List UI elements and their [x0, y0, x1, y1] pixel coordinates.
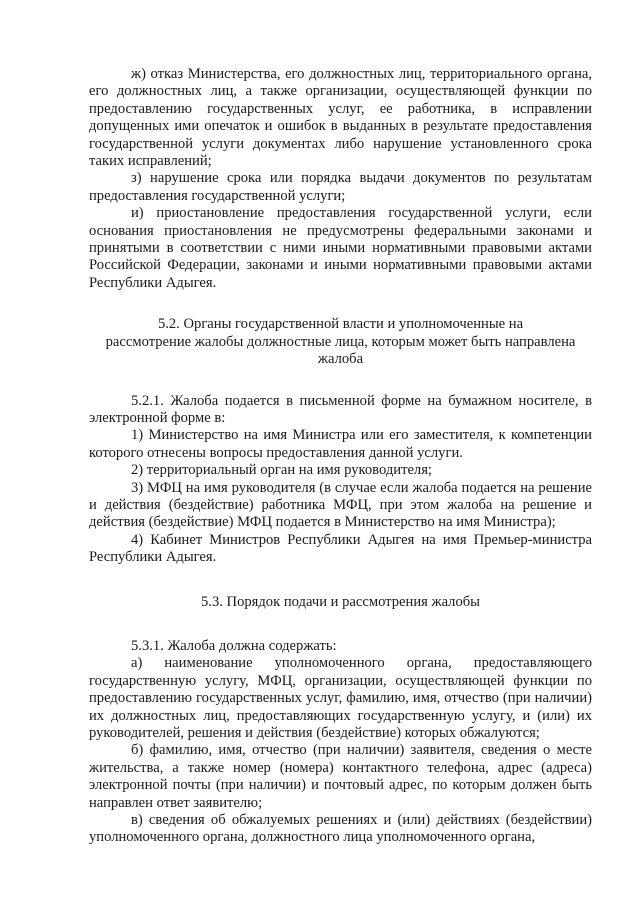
- paragraph-item-3: 3) МФЦ на имя руководителя (в случае если жалоба подается на решение и действия (бездействие) работника МФЦ, при этом жалоба на решение и действия (бездействие) МФЦ подается в Министерство на имя Министра);: [89, 479, 592, 531]
- paragraph-i: и) приостановление предоставления государственной услуги, если основания приостановления не предусмотрены федеральными законами и принятыми в соответствии с ними иными нормативными правовыми актами Российской Федерации, законами и иными нормативными правовыми актами Республики Адыгея.: [89, 205, 592, 291]
- paragraph-item-2: 2) территориальный орган на имя руководителя;: [131, 462, 432, 479]
- paragraph-zh: ж) отказ Министерства, его должностных лиц, территориального органа, его должностных лиц, а также организации, осуществляющей функции по предоставлению государственных услуг, ее работника, в исправлении допущенных ими опечаток и ошибок в выданных в результате предоставления государственной услуги документах либо нарушение установленного срока таких исправлений;: [89, 66, 592, 170]
- paragraph-5-2-1: 5.2.1. Жалоба подается в письменной форме на бумажном носителе, в электронной форме в:: [89, 392, 592, 426]
- section-heading-5-3: 5.3. Порядок подачи и рассмотрения жалобы: [201, 593, 480, 610]
- section-heading-5-2: [89, 316, 592, 368]
- paragraph-v: в) сведения об обжалуемых решениях и (или) действиях (бездействии) уполномоченного органа, должностного лица уполномоченного органа,: [89, 812, 592, 846]
- paragraph-item-1: 1) Министерство на имя Министра или его заместителя, к компетенции которого отнесены вопросы предоставления данной услуги.: [89, 427, 592, 461]
- paragraph-b: б) фамилию, имя, отчество (при наличии) заявителя, сведения о месте жительства, а также номер (номера) контактного телефона, адрес (адреса) электронной почты (при наличии) и почтовый адрес, по которым должен быть направлен ответ заявителю;: [89, 742, 592, 811]
- paragraph-item-4: 4) Кабинет Министров Республики Адыгея на имя Премьер-министра Республики Адыгея.: [89, 531, 592, 566]
- heading-line: рассмотрение жалобы должностные лица, которым может быть направлена: [105, 333, 576, 350]
- paragraph-5-3-1: 5.3.1. Жалоба должна содержать:: [131, 637, 337, 654]
- paragraph-z: з) нарушение срока или порядка выдачи документов по результатам предоставления государственной услуги;: [89, 170, 592, 204]
- heading-line: 5.2. Органы государственной власти и уполномоченные на: [157, 316, 524, 333]
- paragraph-a: а) наименование уполномоченного органа, предоставляющего государственную услугу, МФЦ, организации, осуществляющей функции по предоставлению государственных услуг, фамилию, имя, отчество (при наличии) их должностных лиц, предоставляющих государственную услугу, и (или) их руководителей, решения и действия (бездействие) которых обжалуются;: [89, 655, 592, 741]
- heading-line: жалоба: [317, 351, 364, 368]
